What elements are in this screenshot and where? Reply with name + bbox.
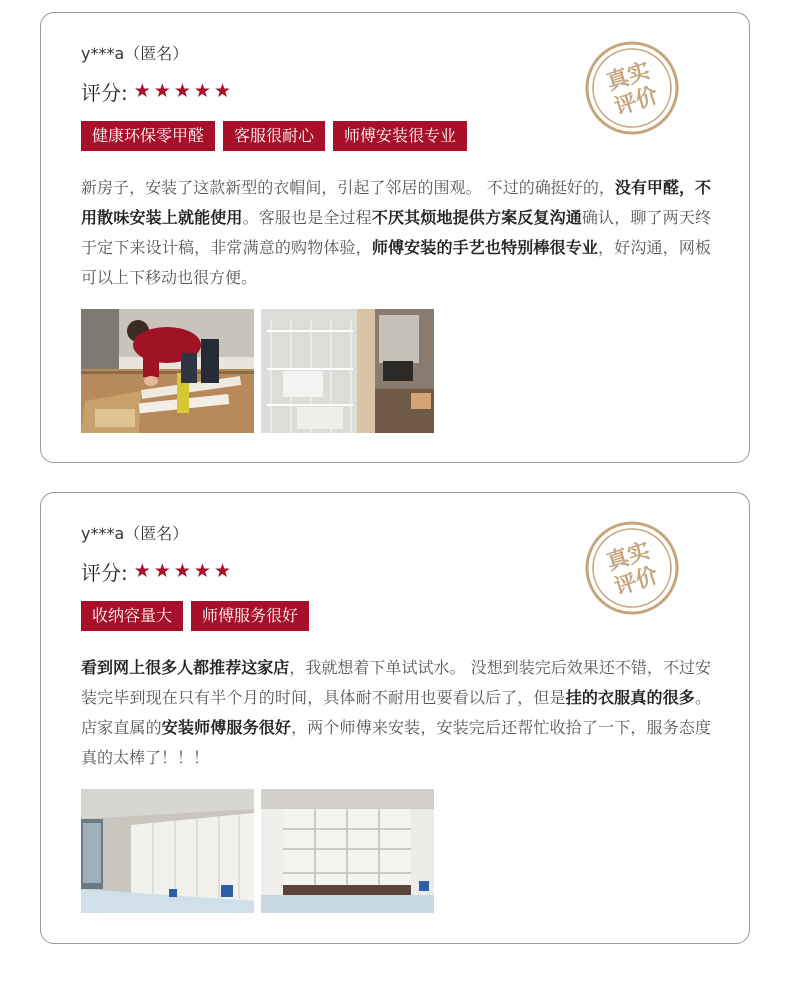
star-icon: ★ [193, 560, 211, 582]
reviewer-name: y***a（匿名） [81, 44, 189, 63]
text-highlight: 没有甲醛，不用散味安装上就能使用 [81, 178, 711, 227]
seal-line-1: 真实 [603, 538, 654, 576]
review-tag: 客服很耐心 [223, 121, 325, 151]
review-tag: 健康环保零甲醛 [81, 121, 215, 151]
rating-row [81, 557, 231, 586]
seal-line-2: 评价 [611, 83, 662, 121]
review-text [81, 173, 711, 293]
text-segment: ，好沟通，网板可以上下移动也很方便。 [81, 238, 711, 287]
star-icon: ★ [173, 80, 191, 102]
tag-list [81, 121, 467, 151]
text-segment: 确认，聊了两天终于定下来设计稿，非常满意的购物体验， [81, 208, 711, 257]
seal-line-1: 真实 [603, 58, 654, 96]
text-segment: ，我就想着下单试试水。 没想到装完后效果还不错，不过安装完毕到现在只有半个月的时间，具体耐不耐用也要看以后了，但是 [81, 658, 711, 707]
review-card [40, 492, 750, 944]
star-icon: ★ [153, 80, 171, 102]
authentic-review-seal [585, 41, 679, 135]
text-highlight: 不厌其烦地提供方案反复沟通 [371, 208, 582, 227]
text-segment: ，两个师傅来安装，安装完后还帮忙收拾了一下，服务态度真的太棒了！！！ [81, 718, 711, 767]
star-icon: ★ [133, 80, 151, 102]
star-rating [134, 82, 231, 101]
star-icon: ★ [213, 560, 231, 582]
text-segment: 。客服也是全过程 [242, 208, 372, 227]
text-highlight: 看到网上很多人都推荐这家店 [81, 658, 290, 677]
star-icon: ★ [153, 560, 171, 582]
rating-label: 评分: [81, 81, 128, 105]
star-icon: ★ [213, 80, 231, 102]
star-rating [134, 562, 231, 581]
star-icon: ★ [173, 560, 191, 582]
review-text [81, 653, 711, 773]
review-photos [81, 309, 434, 433]
review-tag: 师傅服务很好 [191, 601, 309, 631]
tag-list [81, 601, 309, 631]
review-photos [81, 789, 434, 913]
wardrobe-interior-photo[interactable] [261, 789, 434, 913]
review-tag: 收纳容量大 [81, 601, 183, 631]
closet-photo[interactable] [261, 309, 434, 433]
text-segment: 新房子，安装了这款新型的衣帽间，引起了邻居的围观。 不过的确挺好的， [81, 178, 615, 197]
rating-label: 评分: [81, 561, 128, 585]
star-icon: ★ [193, 80, 211, 102]
rating-row [81, 77, 231, 106]
text-highlight: 安装师傅服务很好 [161, 718, 292, 737]
authentic-review-seal [585, 521, 679, 615]
text-segment: 。店家直属的 [81, 688, 711, 737]
reviewer-name: y***a（匿名） [81, 524, 189, 543]
review-card [40, 12, 750, 463]
star-icon: ★ [133, 560, 151, 582]
installer-photo[interactable] [81, 309, 254, 433]
review-tag: 师傅安装很专业 [333, 121, 467, 151]
text-highlight: 师傅安装的手艺也特别棒很专业 [371, 238, 599, 257]
text-highlight: 挂的衣服真的很多 [565, 688, 695, 707]
wardrobe-room-photo[interactable] [81, 789, 254, 913]
seal-line-2: 评价 [611, 563, 662, 601]
